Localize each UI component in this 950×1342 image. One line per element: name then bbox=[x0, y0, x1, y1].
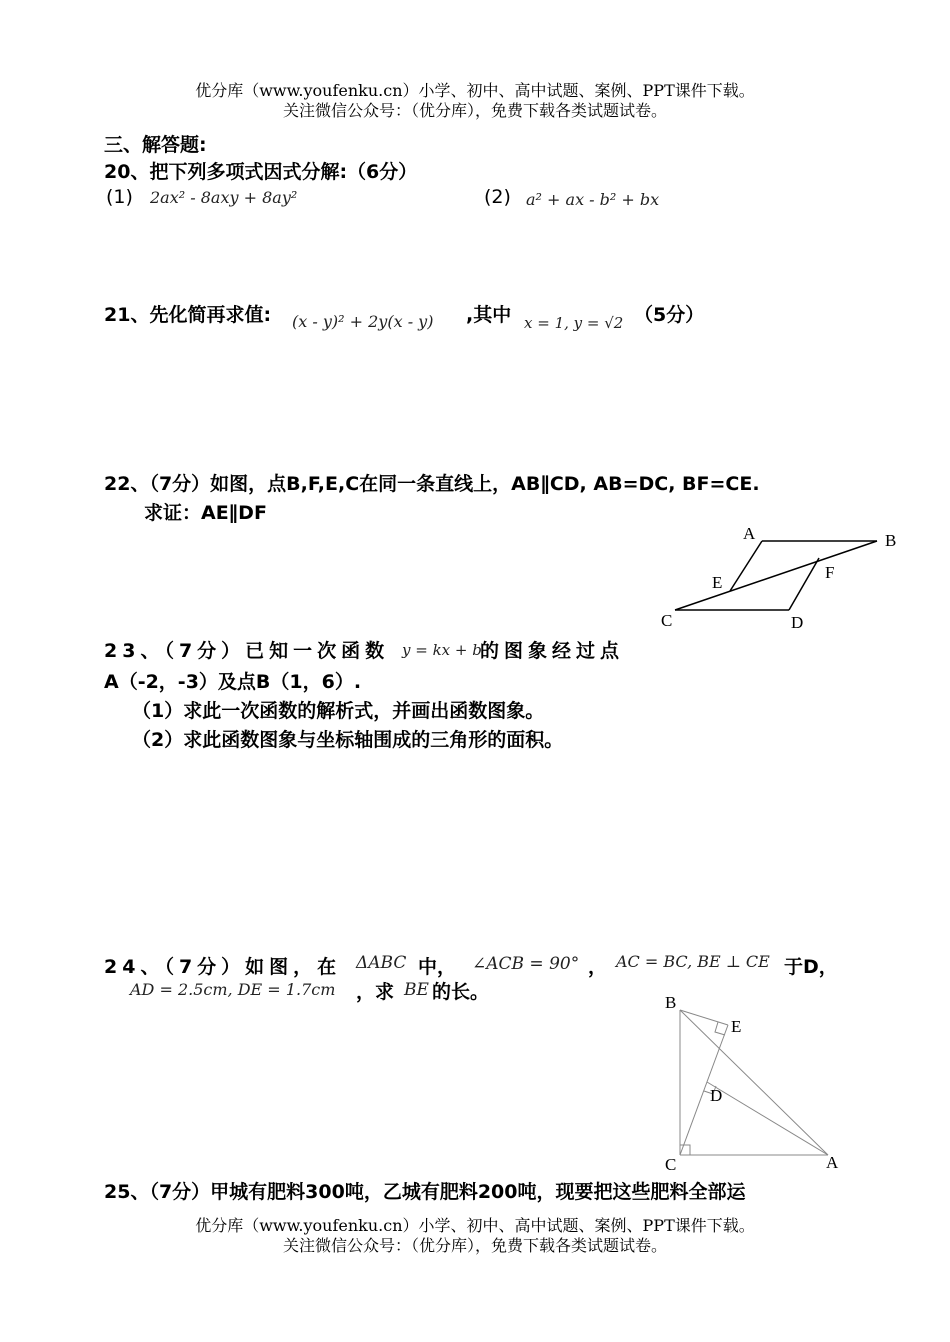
label-c: C bbox=[665, 1155, 677, 1174]
q24-line2-mid: ，求 bbox=[356, 981, 395, 1003]
q21-middle: ,其中 bbox=[466, 304, 512, 326]
label-d: D bbox=[710, 1086, 723, 1105]
label-a: A bbox=[826, 1153, 839, 1172]
q24-condition: AC = BC, BE ⊥ CE bbox=[616, 952, 770, 971]
label-e: E bbox=[712, 573, 723, 592]
header-line-1: 优分库（www.youfenku.cn）小学、初中、高中试题、案例、PPT课件下载。 bbox=[195, 81, 755, 100]
label-b: B bbox=[665, 993, 677, 1012]
label-e: E bbox=[731, 1017, 742, 1036]
q20-part1-expr: 2ax² - 8axy + 8ay² bbox=[150, 188, 298, 207]
label-d: D bbox=[791, 613, 804, 632]
q23-line2: A（-2，-3）及点B（1，6）. bbox=[104, 671, 362, 693]
segment-ba bbox=[680, 1010, 828, 1155]
q22-figure bbox=[655, 520, 905, 635]
q20-part2-label: (2) bbox=[484, 186, 511, 208]
q20-part2-expr: a² + ax - b² + bx bbox=[526, 190, 660, 209]
q24-middle: 中， bbox=[418, 956, 457, 978]
header-line-2: 关注微信公众号：（优分库），免费下载各类试题试卷。 bbox=[282, 101, 667, 120]
q24-angle: ∠ACB = 90° bbox=[472, 954, 580, 974]
q21-prefix: 21、先化简再求值: bbox=[104, 304, 272, 326]
q23-part2: （2）求此函数图象与坐标轴围成的三角形的面积。 bbox=[132, 729, 564, 751]
segment-ae bbox=[730, 541, 762, 591]
q24-figure bbox=[660, 990, 850, 1175]
label-f: F bbox=[825, 563, 835, 582]
segment-bc bbox=[675, 541, 877, 610]
q22-line2: 求证：AE∥DF bbox=[144, 502, 267, 524]
q24-line2-end: 的长。 bbox=[432, 981, 490, 1003]
q23-part1: （1）求此一次函数的解析式，并画出函数图象。 bbox=[132, 700, 545, 722]
label-a: A bbox=[743, 524, 756, 543]
label-c: C bbox=[661, 611, 673, 630]
segment-ad bbox=[707, 1082, 828, 1155]
q23-expression: y = kx + b bbox=[402, 641, 482, 659]
section-title: 三、解答题: bbox=[104, 134, 207, 156]
footer-line-1: 优分库（www.youfenku.cn）小学、初中、高中试题、案例、PPT课件下载。 bbox=[195, 1216, 755, 1235]
q24-suffix: 于D， bbox=[784, 956, 838, 978]
q24-triangle: ΔABC bbox=[356, 953, 407, 973]
q21-score: （5分） bbox=[634, 304, 705, 326]
q24-comma: ， bbox=[588, 956, 608, 978]
q20-part1-label: (1) bbox=[106, 186, 133, 208]
q21-expression: (x - y)² + 2y(x - y) bbox=[292, 312, 434, 331]
q20-title: 20、把下列多项式因式分解:（6分） bbox=[104, 161, 418, 183]
q24-prefix: 24、（7分）如图，在 bbox=[104, 956, 342, 978]
q22-line1: 22、（7分）如图，点B,F,E,C在同一条直线上，AB∥CD, AB=DC, BF=CE. bbox=[104, 473, 760, 495]
q24-line2-variable: BE bbox=[404, 980, 429, 1000]
q23-suffix: 的图象经过点 bbox=[480, 640, 625, 662]
q23-prefix: 23、（7分）已知一次函数 bbox=[104, 640, 390, 662]
label-b: B bbox=[885, 531, 897, 550]
q21-condition: x = 1, y = √2 bbox=[524, 314, 624, 332]
q24-line2-expression: AD = 2.5cm, DE = 1.7cm bbox=[130, 980, 336, 999]
q25-line1: 25、（7分）甲城有肥料300吨，乙城有肥料200吨，现要把这些肥料全部运 bbox=[104, 1181, 746, 1203]
footer-line-2: 关注微信公众号：（优分库），免费下载各类试题试卷。 bbox=[282, 1236, 667, 1255]
